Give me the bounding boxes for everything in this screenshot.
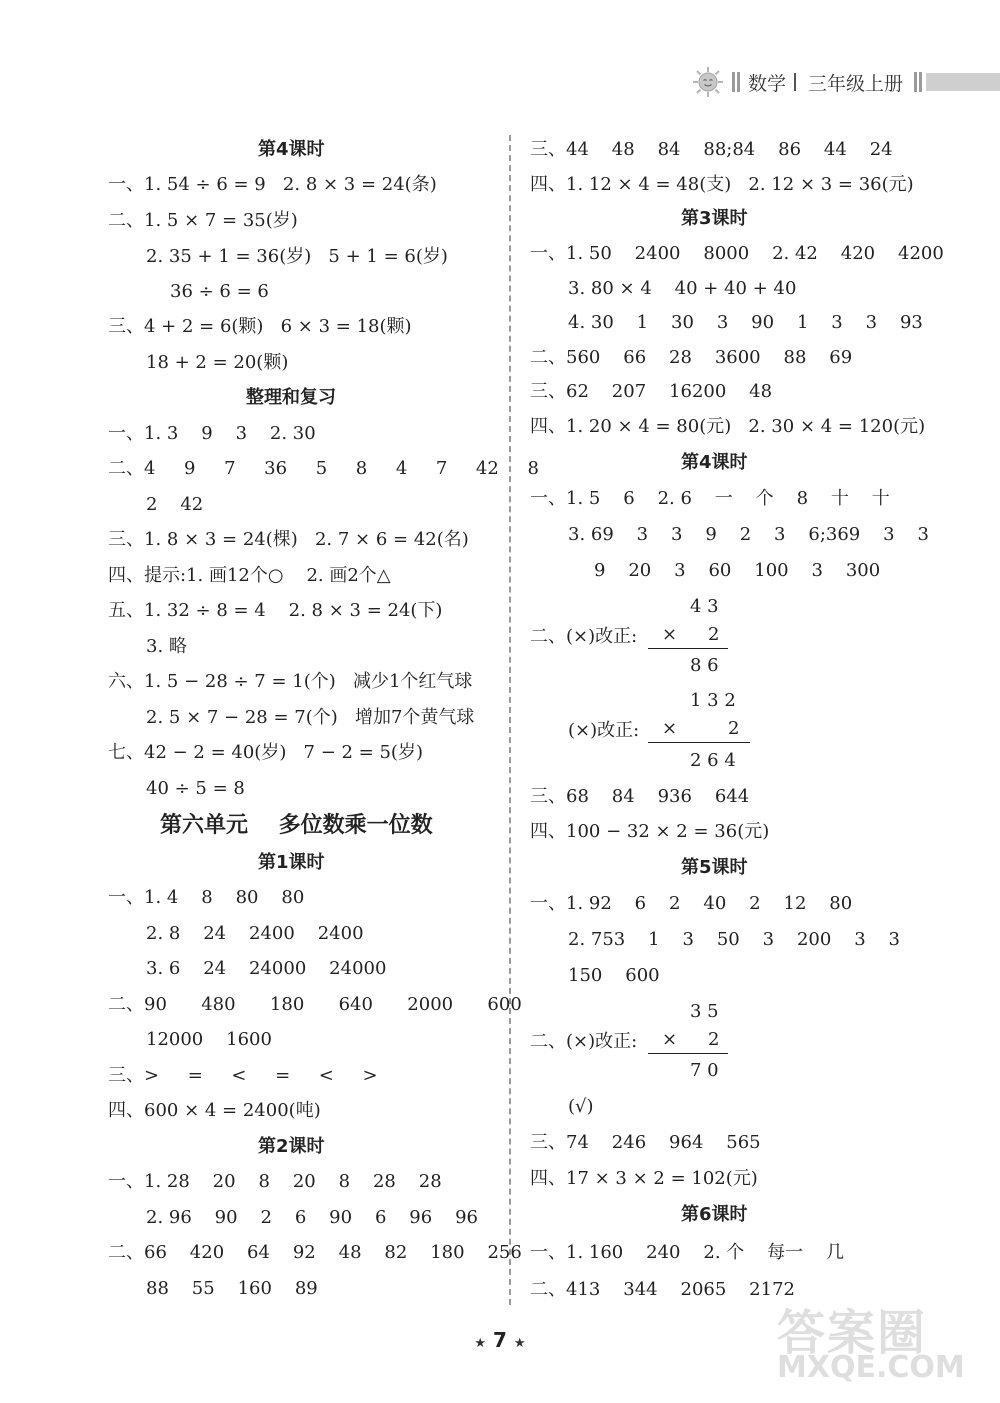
header-gray-band — [926, 73, 1000, 91]
answer-line: 一、1. 5 6 2. 6 一 个 8 十 十 — [530, 488, 890, 509]
calc-multiplier: 2 — [728, 718, 740, 739]
answer-line: 12000 1600 — [146, 1029, 272, 1050]
answer-line: 四、600 × 4 = 2400(吨) — [108, 1100, 321, 1121]
answer-line: 二、560 66 28 3600 88 69 — [530, 347, 853, 368]
correction-label: (×)改正: — [568, 720, 640, 741]
header-separator — [794, 73, 796, 91]
lesson-title: 第4课时 — [681, 452, 748, 473]
answer-line: 2. 5 × 7 − 28 = 7(个) 增加7个黄气球 — [146, 707, 475, 728]
answer-line: 4. 30 1 30 3 90 1 3 3 93 — [568, 312, 923, 333]
answer-line: 七、42 − 2 = 40(岁) 7 − 2 = 5(岁) — [108, 742, 423, 763]
watermark-logo-text: 答案圈 — [777, 1305, 928, 1361]
star-icon: ★ — [513, 1336, 526, 1351]
lesson-title: 第1课时 — [258, 852, 325, 873]
lesson-title: 第5课时 — [681, 857, 748, 878]
answer-line: 五、1. 32 ÷ 8 = 4 2. 8 × 3 = 24(下) — [108, 600, 443, 621]
watermark-url: MXQE.COM — [777, 1350, 965, 1385]
answer-line: 二、1. 5 × 7 = 35(岁) — [108, 210, 298, 231]
answer-line: 二、90 480 180 640 2000 600 — [108, 994, 522, 1015]
answer-line: 四、17 × 3 × 2 = 102(元) — [530, 1168, 758, 1189]
calc-rule — [648, 742, 750, 743]
lesson-title: 第4课时 — [258, 139, 325, 160]
calc-rule — [648, 648, 728, 649]
answer-line: (√) — [568, 1096, 594, 1117]
unit-title: 第六单元 多位数乘一位数 — [160, 813, 433, 838]
calc-operator: × — [662, 624, 678, 645]
answer-line: 一、1. 50 2400 8000 2. 42 420 4200 — [530, 243, 944, 264]
answer-line: 一、1. 92 6 2 40 2 12 80 — [530, 893, 853, 914]
answer-line: 三、> = < = < > — [108, 1065, 378, 1086]
subject-label: 数学 — [748, 73, 787, 95]
answer-line: 三、74 246 964 565 — [530, 1132, 761, 1153]
answer-line: 3. 略 — [146, 636, 187, 657]
answer-line: 四、1. 12 × 4 = 48(支) 2. 12 × 3 = 36(元) — [530, 174, 914, 195]
lesson-title: 第6课时 — [681, 1204, 748, 1225]
answer-line: 四、1. 20 × 4 = 80(元) 2. 30 × 4 = 120(元) — [530, 416, 926, 437]
answer-line: 三、1. 8 × 3 = 24(棵) 2. 7 × 6 = 42(名) — [108, 529, 469, 550]
calc-multiplicand: 1 3 2 — [690, 690, 736, 711]
calc-multiplier: 2 — [708, 624, 720, 645]
answer-line: 三、44 48 84 88;84 86 44 24 — [530, 139, 893, 160]
header-bar — [737, 72, 740, 92]
section-title: 整理和复习 — [246, 387, 336, 408]
answer-line: 三、4 + 2 = 6(颗) 6 × 3 = 18(颗) — [108, 316, 412, 337]
answer-line: 88 55 160 89 — [146, 1278, 318, 1299]
answer-line: 36 ÷ 6 = 6 — [170, 281, 269, 302]
answer-line: 2. 8 24 2400 2400 — [146, 923, 364, 944]
answer-line: 一、1. 28 20 8 20 8 28 28 — [108, 1171, 442, 1192]
answer-line: 六、1. 5 − 28 ÷ 7 = 1(个) 减少1个红气球 — [108, 671, 473, 692]
answer-line: 二、413 344 2065 2172 — [530, 1279, 795, 1300]
calc-result: 8 6 — [690, 655, 719, 676]
answer-line: 150 600 — [568, 965, 660, 986]
answer-line: 2 42 — [146, 494, 204, 515]
answer-line: 2. 96 90 2 6 90 6 96 96 — [146, 1207, 478, 1228]
answer-line: 18 + 2 = 20(颗) — [146, 352, 289, 373]
grade-label: 三年级上册 — [808, 73, 904, 95]
answer-line: 3. 80 × 4 40 + 40 + 40 — [568, 278, 797, 299]
answer-line: 一、1. 54 ÷ 6 = 9 2. 8 × 3 = 24(条) — [108, 174, 437, 195]
answer-line: 一、1. 3 9 3 2. 30 — [108, 423, 316, 444]
calc-rule — [648, 1053, 728, 1054]
answer-line: 3. 69 3 3 9 2 3 6;369 3 3 — [568, 524, 929, 545]
answer-line: 二、66 420 64 92 48 82 180 256 — [108, 1242, 522, 1263]
calc-operator: × — [662, 718, 678, 739]
answer-line: 二、4 9 7 36 5 8 4 7 42 8 — [108, 458, 539, 479]
answer-line: 9 20 3 60 100 3 300 — [594, 560, 881, 581]
answer-line: 一、1. 4 8 80 80 — [108, 887, 305, 908]
calc-operator: × — [662, 1029, 678, 1050]
calc-multiplicand: 3 5 — [690, 1001, 719, 1022]
calc-multiplier: 2 — [708, 1029, 720, 1050]
calc-result: 7 0 — [690, 1060, 719, 1081]
correction-label: 二、(×)改正: — [530, 626, 638, 647]
answer-line: 2. 35 + 1 = 36(岁) 5 + 1 = 6(岁) — [146, 246, 448, 267]
calc-multiplicand: 4 3 — [690, 596, 719, 617]
column-divider — [509, 135, 511, 1305]
header-bar — [732, 72, 735, 92]
correction-label: 二、(×)改正: — [530, 1031, 638, 1052]
watermark — [777, 1294, 982, 1389]
answer-line: 三、62 207 16200 48 — [530, 381, 773, 402]
page-header — [688, 64, 1000, 100]
calc-result: 2 6 4 — [690, 750, 736, 771]
answer-line: 40 ÷ 5 = 8 — [146, 778, 245, 799]
lesson-title: 第2课时 — [258, 1136, 325, 1157]
answer-line: 一、1. 160 240 2. 个 每一 几 — [530, 1242, 845, 1263]
page-number-value: 7 — [493, 1328, 507, 1352]
lesson-title: 第3课时 — [681, 208, 748, 229]
header-bar — [919, 72, 922, 92]
answer-line: 四、提示:1. 画12个○ 2. 画2个△ — [108, 565, 391, 586]
page-number — [470, 1328, 530, 1352]
star-icon: ★ — [474, 1336, 487, 1351]
answer-line: 四、100 − 32 × 2 = 36(元) — [530, 821, 770, 842]
answer-line: 2. 753 1 3 50 3 200 3 3 — [568, 929, 900, 950]
header-bar — [914, 72, 917, 92]
answer-line: 三、68 84 936 644 — [530, 786, 750, 807]
sun-mascot-icon — [692, 66, 724, 98]
answer-line: 3. 6 24 24000 24000 — [146, 958, 387, 979]
